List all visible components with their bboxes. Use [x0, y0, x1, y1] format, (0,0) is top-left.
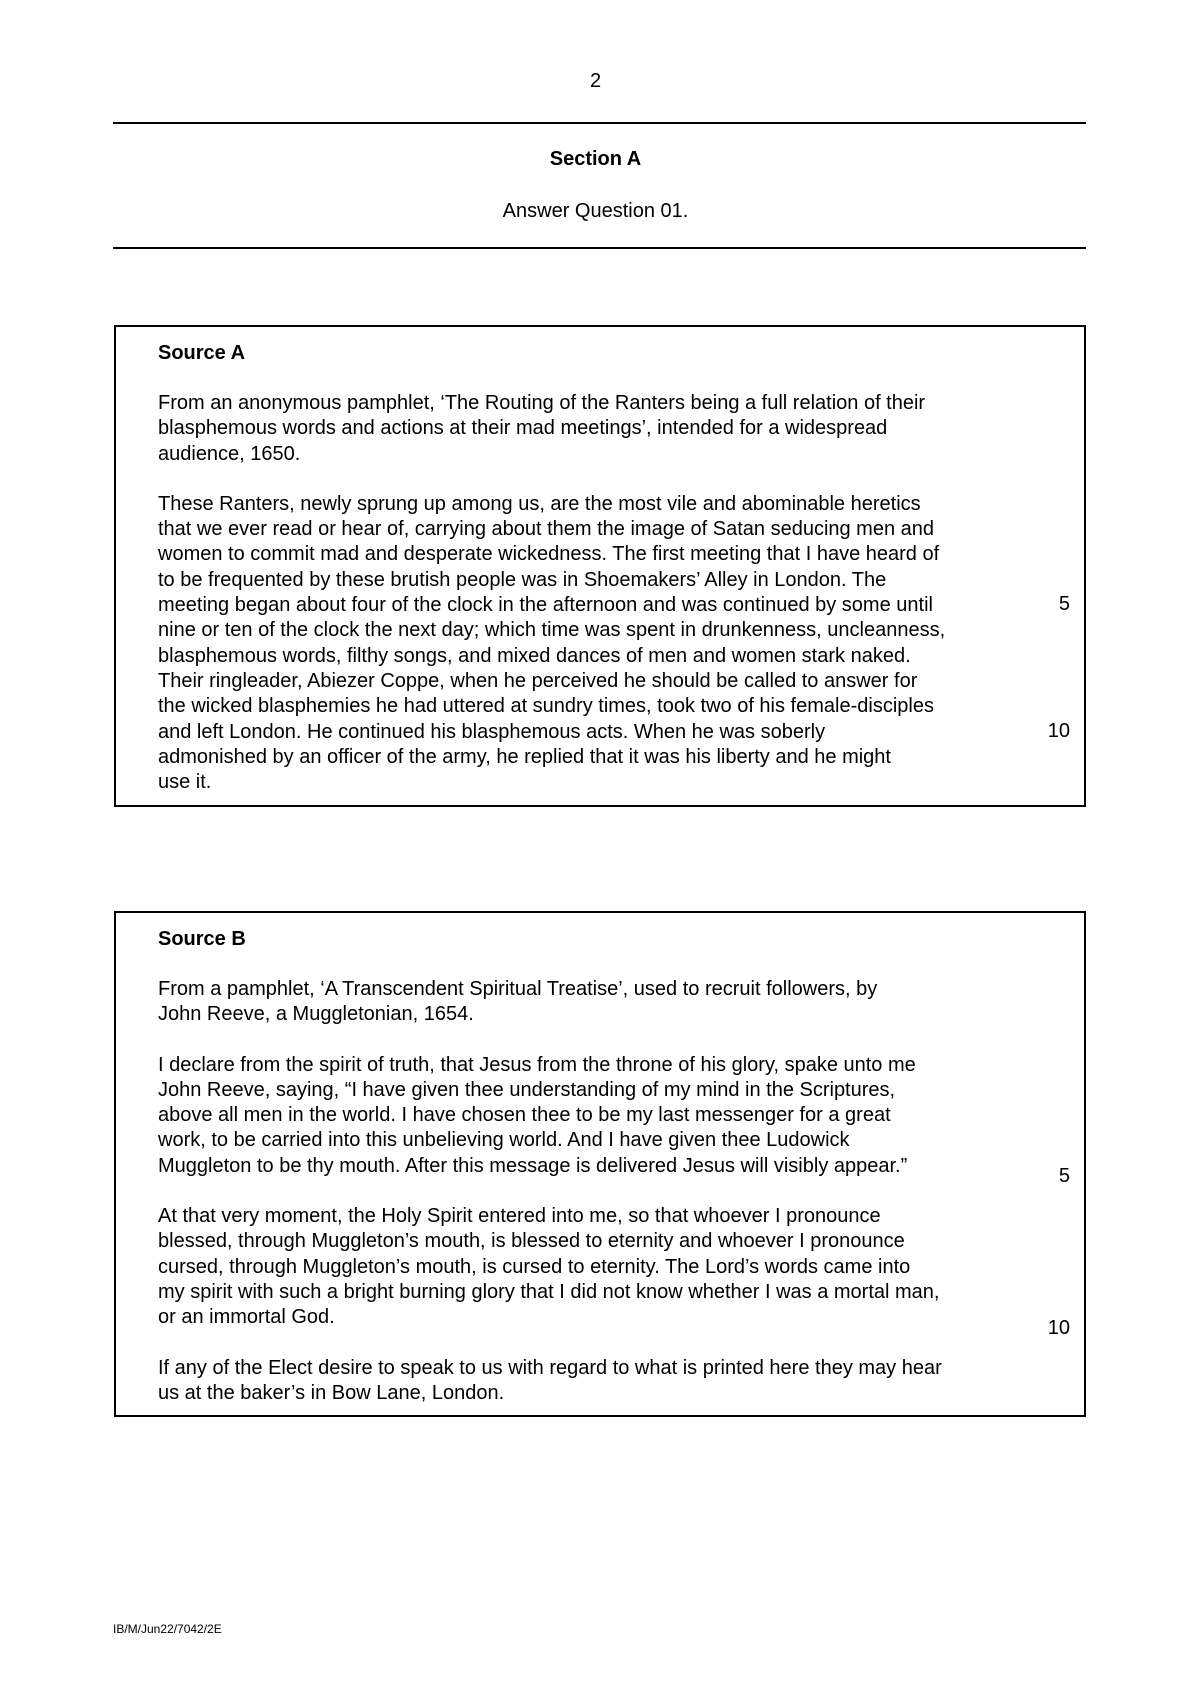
source-b-para2-line: or an immortal God.: [158, 1306, 335, 1329]
source-a-intro-line: From an anonymous pamphlet, ‘The Routing of the Ranters being a full relation of their: [158, 392, 926, 414]
footer-code: IB/M/Jun22/7042/2E: [113, 1622, 222, 1636]
source-b-paragraph-3: [158, 1356, 1038, 1407]
top-rule: [113, 122, 1086, 124]
source-b-paragraph-1: [158, 1053, 1038, 1179]
source-b-line-number-10: 10: [1047, 1317, 1070, 1339]
section-title: Section A: [549, 148, 642, 170]
page-number: 2: [589, 70, 602, 92]
source-a-body-line: nine or ten of the clock the next day; which time was spent in drunkenness, uncleanness,: [158, 619, 946, 642]
section-instruction: Answer Question 01.: [502, 200, 689, 222]
bottom-rule: [113, 247, 1086, 249]
source-b-intro-line: John Reeve, a Muggletonian, 1654.: [158, 1003, 474, 1026]
source-b-content: [158, 927, 1038, 1431]
source-b-paragraph-2: [158, 1204, 1038, 1330]
source-b-para1-line: John Reeve, saying, “I have given thee understanding of my mind in the Scriptures,: [158, 1078, 896, 1101]
source-b-intro: [158, 977, 1038, 1028]
source-a-body-line: the wicked blasphemies he had uttered at sundry times, took two of his female-disciples: [158, 695, 934, 718]
source-b-para2-line: At that very moment, the Holy Spirit entered into me, so that whoever I pronounce: [158, 1205, 881, 1228]
source-b-para2-line: cursed, through Muggleton’s mouth, is cursed to eternity. The Lord’s words came into: [158, 1255, 911, 1278]
source-a-body-line: to be frequented by these brutish people was in Shoemakers’ Alley in London. The: [158, 568, 887, 591]
source-a-body-line: use it.: [158, 771, 212, 794]
source-a-body-line: blasphemous words, filthy songs, and mixed dances of men and women stark naked.: [158, 644, 911, 667]
source-b-para1-line: work, to be carried into this unbelieving world. And I have given thee Ludowick: [158, 1129, 850, 1152]
source-a-intro-line: blasphemous words and actions at their mad meetings’, intended for a widespread: [158, 417, 888, 440]
source-a-intro: [158, 391, 1038, 467]
source-b-para2-line: blessed, through Muggleton’s mouth, is blessed to eternity and whoever I pronounce: [158, 1230, 905, 1253]
source-a-body-line: that we ever read or hear of, carrying about them the image of Satan seducing men and: [158, 518, 935, 541]
source-a-box: [114, 325, 1086, 807]
source-a-body-line: These Ranters, newly sprung up among us, are the most vile and abominable heretics: [158, 492, 921, 515]
source-b-para1-line: Muggleton to be thy mouth. After this message is delivered Jesus will visibly appear.”: [158, 1154, 908, 1177]
source-b-title: Source B: [158, 928, 246, 950]
source-b-para1-line: I declare from the spirit of truth, that Jesus from the throne of his glory, spake unto me: [158, 1053, 916, 1076]
source-a-body-line: women to commit mad and desperate wickedness. The first meeting that I have heard of: [158, 543, 940, 566]
source-a-intro-line: audience, 1650.: [158, 442, 301, 465]
source-b-para3-line: us at the baker’s in Bow Lane, London.: [158, 1381, 505, 1404]
source-a-body-line: and left London. He continued his blasphemous acts. When he was soberly: [158, 720, 826, 743]
source-b-intro-line: From a pamphlet, ‘A Transcendent Spiritual Treatise’, used to recruit followers, by: [158, 978, 878, 1000]
source-b-para3-line: If any of the Elect desire to speak to us with regard to what is printed here they may hear: [158, 1356, 942, 1379]
source-a-line-number-5: 5: [1058, 593, 1070, 615]
source-b-line-number-5: 5: [1058, 1165, 1070, 1187]
source-b-para1-line: above all men in the world. I have chosen thee to be my last messenger for a great: [158, 1104, 891, 1127]
source-b-para2-line: my spirit with such a bright burning glory that I did not know whether I was a mortal man,: [158, 1280, 940, 1303]
source-b-box: [114, 911, 1086, 1417]
source-a-content: [158, 341, 1038, 820]
source-a-body-line: Their ringleader, Abiezer Coppe, when he perceived he should be called to answer for: [158, 669, 918, 692]
source-a-line-number-10: 10: [1047, 720, 1070, 742]
source-a-title: Source A: [158, 342, 246, 364]
source-a-body: [158, 492, 1038, 796]
source-a-body-line: meeting began about four of the clock in the afternoon and was continued by some until: [158, 594, 933, 617]
source-a-body-line: admonished by an officer of the army, he replied that it was his liberty and he might: [158, 745, 891, 768]
